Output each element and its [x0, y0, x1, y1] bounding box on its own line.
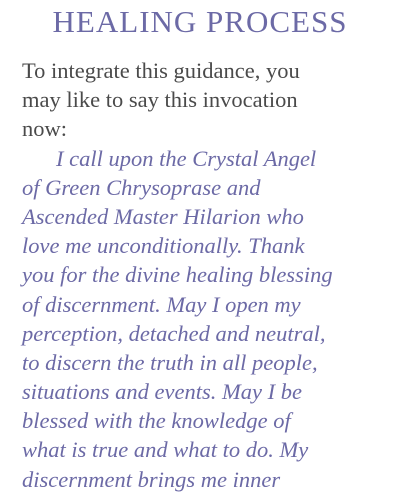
invocation-line: love me unconditionally. Thank: [22, 233, 305, 259]
text-body: [22, 56, 394, 494]
invocation-line: to discern the truth in all people,: [22, 349, 318, 375]
invocation-line: I call upon the Crystal Angel: [56, 145, 317, 171]
invocation-line: what is true and what to do. My: [22, 437, 309, 463]
invocation-line: perception, detached and neutral,: [22, 320, 326, 346]
invocation-line: of Green Chrysoprase and: [22, 174, 261, 200]
page-heading: HEALING PROCESS: [52, 4, 348, 39]
intro-line: may like to say this invocation: [22, 87, 298, 113]
invocation-line: discernment brings me inner: [22, 466, 281, 492]
intro-line: now:: [22, 116, 67, 142]
invocation-line: blessed with the knowledge of: [22, 408, 291, 434]
invocation-line: situations and events. May I be: [22, 379, 302, 405]
intro-line: To integrate this guidance, you: [22, 58, 300, 83]
invocation-line: you for the divine healing blessing: [22, 262, 333, 288]
invocation-line: Ascended Master Hilarion who: [22, 203, 304, 229]
invocation-line: of discernment. May I open my: [22, 291, 301, 317]
